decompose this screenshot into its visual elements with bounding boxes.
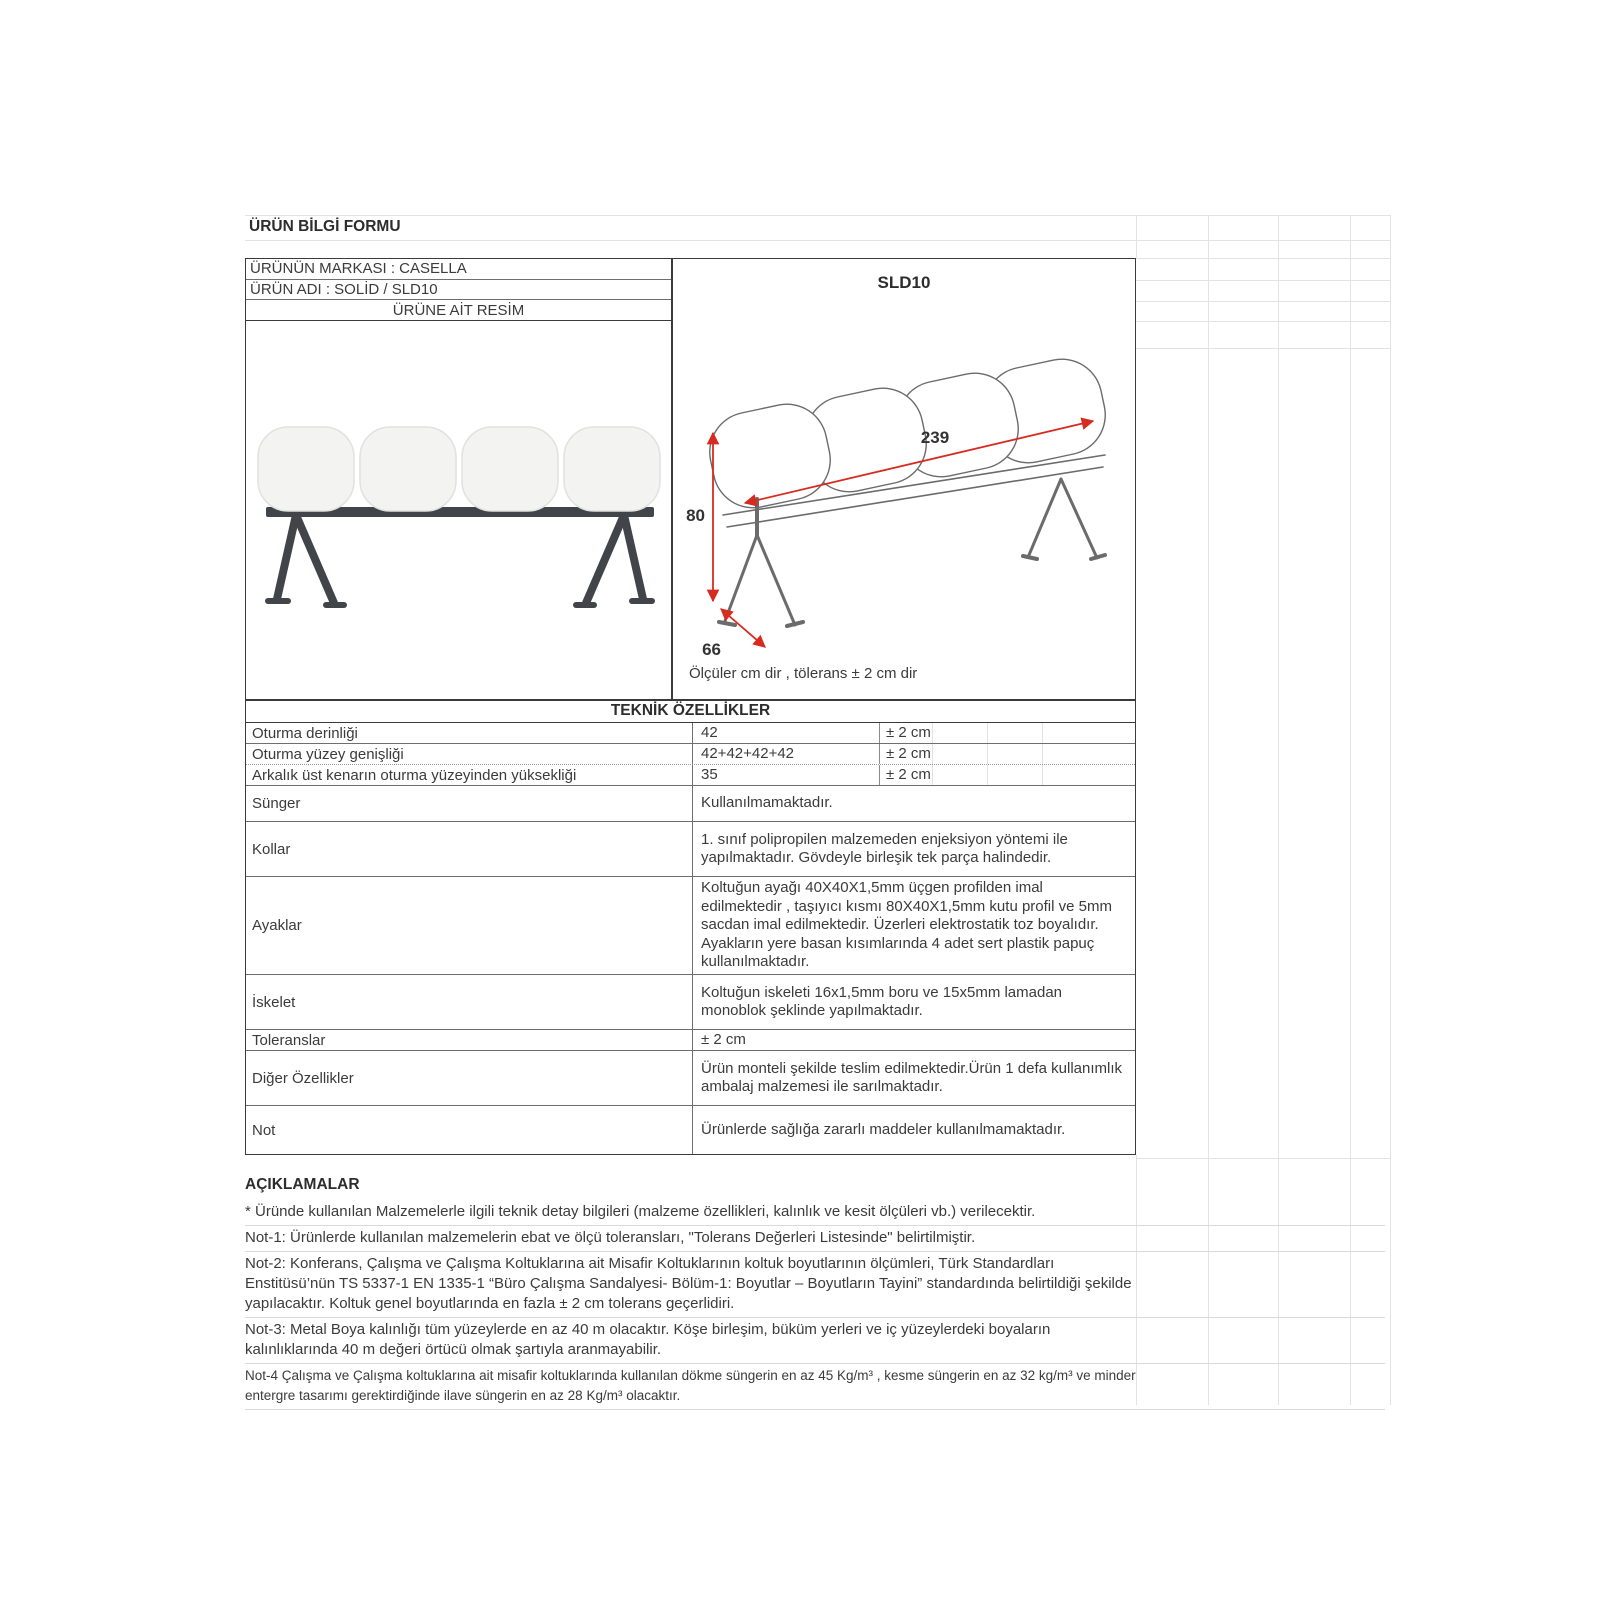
- table-row: [246, 877, 1135, 975]
- dim-depth-arrow: [721, 609, 765, 647]
- spec-label: Arkalık üst kenarın oturma yüzeyinden yüksekliği: [246, 765, 693, 785]
- note-item: [245, 1252, 1385, 1318]
- product-photo-cell: [245, 321, 672, 700]
- drawing-leg: [1029, 479, 1061, 555]
- dim-width-label: 239: [920, 428, 950, 447]
- notes-section: [245, 1172, 1385, 1410]
- bench-leg: [296, 515, 334, 603]
- empty-cell: [1042, 744, 1135, 764]
- note-text: Not-1: Ürünlerde kullanılan malzemelerin ebat ve ölçü toleransları, "Tolerans Değerleri Listesinde" belirtilmiştir.: [245, 1229, 976, 1246]
- drawing-foot: [719, 622, 735, 625]
- bench-leg: [277, 515, 296, 599]
- note-text: Not-3: Metal Boya kalınlığı tüm yüzeylerde en az 40 m olacaktır. Köşe birleşim, büküm yerleri ve iç yüzeylerdeki boyaların kalınlıklarında 40 m değeri örtücü olmak şartıyla aranmayabilir.: [245, 1321, 1051, 1358]
- spec-label: Diğer Özellikler: [246, 1051, 693, 1105]
- grid-line: [1136, 258, 1390, 259]
- spec-value: Koltuğun ayağı 40X40X1,5mm üçgen profilden imal edilmektedir , taşıyıcı kısmı 80X40X1,5mm kutu profil ve 5mm sacdan imal edilmektedir. Üzerleri elektrostatik toz boyalıdır. Ayakların yere basan kısımlarında 4 adet sert plastik papuç kullanılmaktadır.: [701, 879, 1112, 971]
- drawing-note: Ölçüler cm dir , tölerans ± 2 cm dir: [689, 665, 918, 682]
- drawing-foot: [1023, 556, 1037, 559]
- note-text: Not-4 Çalışma ve Çalışma koltuklarına ait misafir koltuklarında kullanılan dökme süngerin en az 45 Kg/m³ , kesme süngerin en az 32 kg/m³ ve minder entergre tasarımı gerektirdiğinde ilave süngerin en az 28 Kg/m³ olacaktır.: [245, 1368, 1136, 1403]
- note-text: Not-2: Konferans, Çalışma ve Çalışma Koltuklarına ait Misafir Koltuklarının koltuk boyutlarının ölçümleri, Türk Standardları Enstitüsü’nün TS 5337-1 EN 1335-1 “Büro Çalışma Sandalyesi- Bölüm-1: Boyutlar – Boyutların Tayini” standardında belirtildiği şekilde yapılacaktır. Koltuk genel boyutlarında en fazla ± 2 cm tolerans geçerlidiri.: [245, 1255, 1132, 1312]
- spec-label: Oturma derinliği: [246, 723, 693, 743]
- table-row: [246, 1106, 1135, 1154]
- technical-drawing-box: [672, 258, 1136, 700]
- spec-label: İskelet: [246, 975, 693, 1029]
- bench-seat: [462, 427, 558, 511]
- bench-leg: [586, 515, 624, 603]
- empty-cell: [1042, 723, 1135, 743]
- spec-label: Ayaklar: [246, 877, 693, 974]
- product-photo-image: [250, 379, 670, 641]
- table-row: [246, 786, 1135, 822]
- spec-tolerance: ± 2 cm: [879, 744, 932, 764]
- table-row: [246, 765, 1135, 786]
- empty-cell: [932, 765, 987, 785]
- grid-line: [1136, 280, 1390, 281]
- note-item: [245, 1226, 1385, 1252]
- empty-cell: [987, 723, 1042, 743]
- technical-drawing-image: [673, 303, 1137, 663]
- grid-line: [1136, 348, 1390, 349]
- note-item: [245, 1364, 1385, 1410]
- drawing-leg: [1061, 479, 1097, 558]
- spec-value: Ürünlerde sağlığa zararlı maddeler kullanılmamaktadır.: [701, 1120, 1066, 1138]
- dim-height-label: 80: [686, 506, 705, 525]
- bench-seat: [360, 427, 456, 511]
- product-name-line: ÜRÜN ADI : SOLİD / SLD10: [246, 280, 671, 301]
- drawing-leg: [725, 535, 757, 621]
- bench-seat: [564, 427, 660, 511]
- spec-value: Ürün monteli şekilde teslim edilmektedir.Ürün 1 defa kullanımlık ambalaj malzemesi ile sarılmaktadır.: [701, 1059, 1123, 1095]
- drawing-title: SLD10: [877, 273, 931, 292]
- note-item: [245, 1200, 1385, 1226]
- table-row: [246, 822, 1135, 877]
- note-item: [245, 1318, 1385, 1364]
- spec-value: 42+42+42+42: [701, 744, 795, 762]
- spec-value: ± 2 cm: [701, 1030, 746, 1048]
- spec-tolerance: ± 2 cm: [879, 723, 932, 743]
- drawing-seats: [702, 352, 1112, 515]
- grid-line: [1136, 215, 1137, 258]
- empty-cell: [932, 744, 987, 764]
- spec-label: Not: [246, 1106, 693, 1154]
- notes-heading: AÇIKLAMALAR: [245, 1176, 360, 1193]
- spec-value: 35: [701, 765, 718, 783]
- spec-tolerance: ± 2 cm: [879, 765, 932, 785]
- note-text: * Üründe kullanılan Malzemelerle ilgili teknik detay bilgileri (malzeme özellikleri, kalınlık ve kesit ölçüleri vb.) verilecektir.: [245, 1203, 1036, 1220]
- dim-depth-label: 66: [702, 640, 721, 659]
- drawing-leg: [757, 535, 795, 625]
- specs-section-header: TEKNİK ÖZELLİKLER: [245, 700, 1136, 723]
- spec-value: Koltuğun iskeleti 16x1,5mm boru ve 15x5mm lamadan monoblok şeklinde yapılmaktadır.: [701, 983, 1063, 1019]
- empty-cell: [987, 744, 1042, 764]
- drawing-foot: [787, 622, 803, 626]
- grid-line: [1136, 1158, 1390, 1159]
- bench-frame: [268, 515, 652, 605]
- spec-value: 42: [701, 723, 718, 741]
- spec-label: Toleranslar: [246, 1030, 693, 1050]
- empty-cell: [932, 723, 987, 743]
- table-row: [246, 744, 1135, 765]
- spec-value-group: [693, 723, 1135, 743]
- empty-cell: [987, 765, 1042, 785]
- grid-line: [1390, 215, 1391, 1405]
- product-image-caption: ÜRÜNE AİT RESİM: [392, 301, 525, 319]
- table-row: [246, 1051, 1135, 1106]
- spec-value: 1. sınıf polipropilen malzemeden enjeksiyon yöntemi ile yapılmaktadır. Gövdeyle birleşik tek parça halindedir.: [701, 830, 1068, 866]
- grid-line: [245, 240, 1390, 241]
- grid-line: [1136, 321, 1390, 322]
- bench-seats: [258, 427, 660, 511]
- product-brand-line: ÜRÜNÜN MARKASI : CASELLA: [246, 259, 671, 280]
- spec-label: Sünger: [246, 786, 693, 821]
- product-header-box: [245, 258, 672, 321]
- spec-value-group: [693, 744, 1135, 764]
- table-row: [246, 723, 1135, 744]
- bench-seat: [258, 427, 354, 511]
- grid-line: [1136, 301, 1390, 302]
- spec-label: Kollar: [246, 822, 693, 876]
- spec-value-group: [693, 765, 1135, 785]
- page-title: ÜRÜN BİLGİ FORMU: [249, 218, 401, 235]
- empty-cell: [1042, 765, 1135, 785]
- table-row: [246, 975, 1135, 1030]
- table-row: [246, 1030, 1135, 1051]
- specs-table: [245, 723, 1136, 1155]
- spec-value: Kullanılmamaktadır.: [701, 794, 833, 812]
- spec-label: Oturma yüzey genişliği: [246, 744, 693, 764]
- drawing-foot: [1091, 555, 1105, 559]
- bench-leg: [624, 515, 643, 599]
